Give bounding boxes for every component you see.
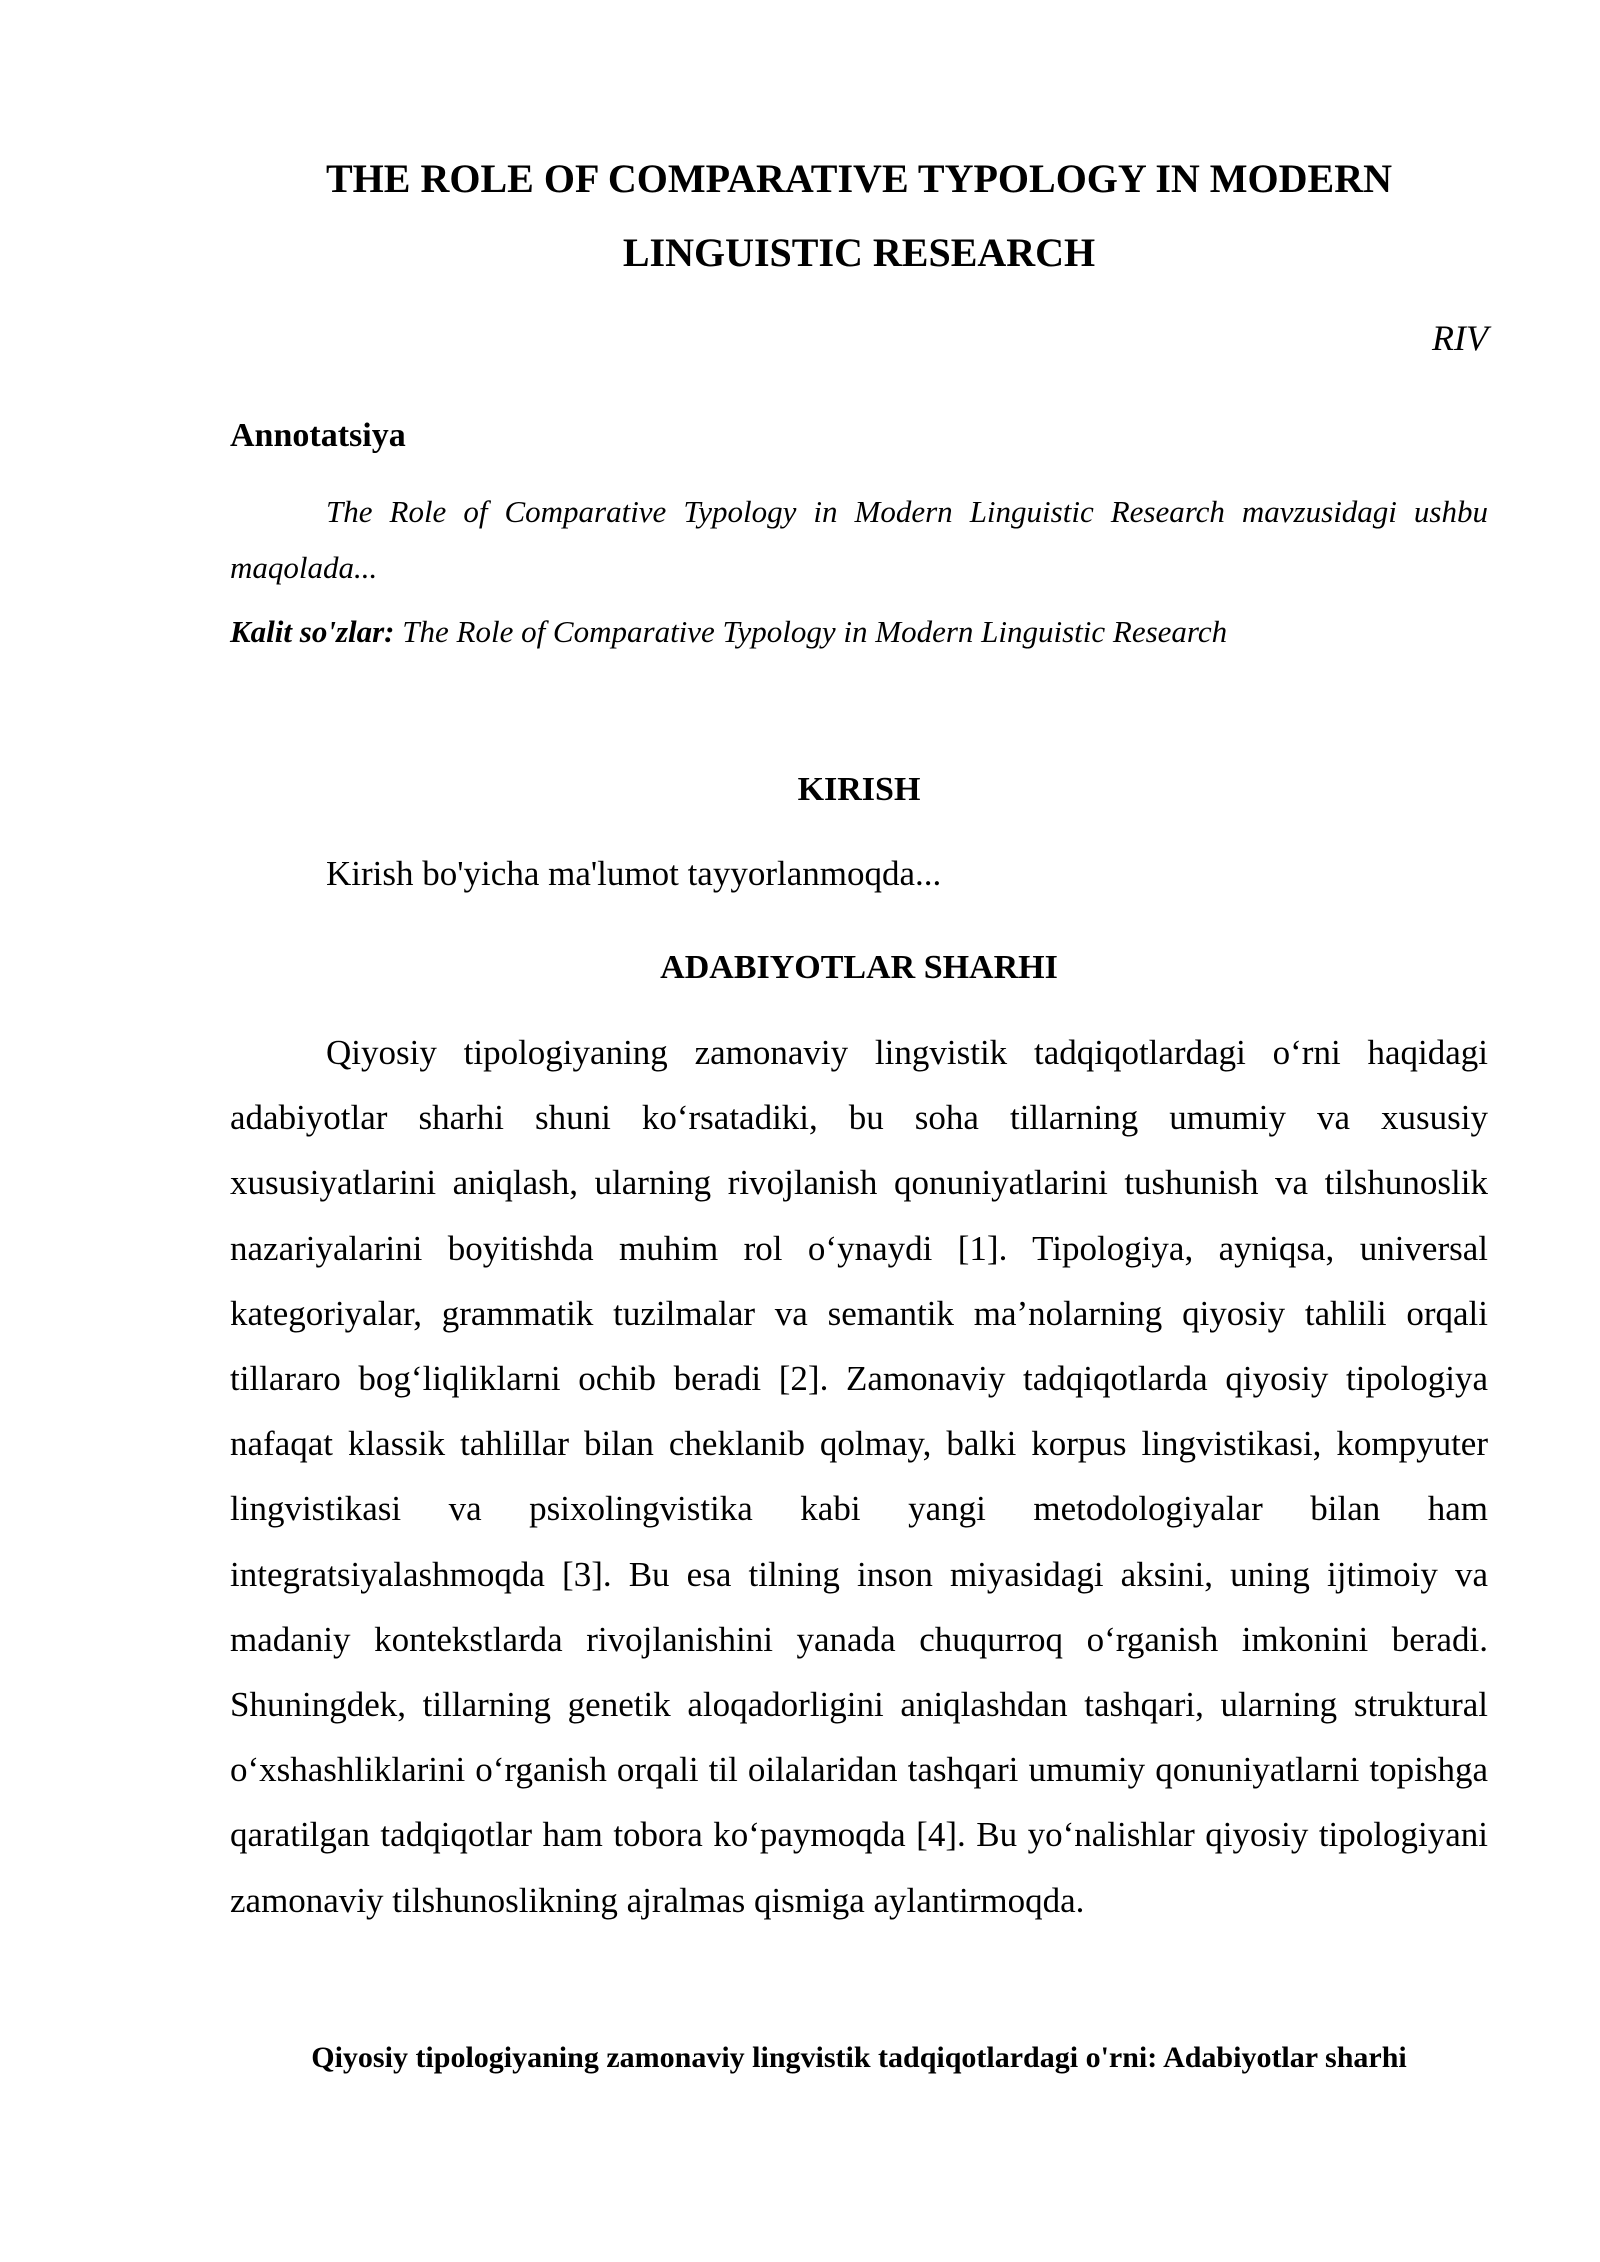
introduction-heading: KIRISH [797, 771, 921, 808]
keywords-value: The Role of Comparative Typology in Modern Linguistic Research [394, 614, 1228, 649]
literature-review-text: Qiyosiy tipologiyaning zamonaviy lingvistik tadqiqotlardagi o‘rni haqidagi adabiyotlar sharhi shuni ko‘rsatadiki, bu soha tillarning umumiy va xususiy xususiyatlarini aniqlash, ularning rivojlanish qonuniyatlarini tushunish va tilshunoslik nazariyalarini boyitishda muhim rol o‘ynaydi [1]. Tipologiya, ayniqsa, universal kategoriyalar, grammatik tuzilmalar va semantik ma’nolarning qiyosiy tahlili orqali tillararo bog‘liqliklarni ochib beradi [2]. Zamonaviy tadqiqotlarda qiyosiy tipologiya nafaqat klassik tahlillar bilan cheklanib qolmay, balki korpus lingvistikasi, kompyuter lingvistikasi va psixolingvistika kabi yangi metodologiyalar bilan ham integratsiyalashmoqda [3]. Bu esa tilning inson miyasidagi aksini, uning ijtimoiy va madaniy kontekstlarda rivojlanishini yanada chuqurroq o‘rganish imkonini beradi. Shuningdek, tillarning genetik aloqadorligini aniqlashdan tashqari, ularning struktural o‘xshashliklarini o‘rganish orqali til oilalaridan tashqari umumiy qonuniyatlarni topishga qaratilgan tadqiqotlar ham tobora ko‘paymoqda [4]. Bu yo‘nalishlar qiyosiy tipologiyani zamonaviy tilshunoslikning ajralmas qismiga aylantirmoqda. [230, 1033, 1488, 1920]
annotation-text: The Role of Comparative Typology in Modern Linguistic Research mavzusidagi ushbu maqolada... [230, 494, 1488, 585]
title-line-2: LINGUISTIC RESEARCH [622, 230, 1096, 275]
title-line-1: THE ROLE OF COMPARATIVE TYPOLOGY IN MODERN [326, 156, 1392, 201]
keywords-label: Kalit so'zlar: [230, 614, 395, 649]
keywords-line [230, 610, 1488, 654]
author-name: RIV [1432, 318, 1488, 358]
subsection-heading: Qiyosiy tipologiyaning zamonaviy lingvistik tadqiqotlardagi o'rni: Adabiyotlar sharhi [311, 2041, 1407, 2074]
literature-review-heading: ADABIYOTLAR SHARHI [660, 949, 1058, 986]
annotation-heading: Annotatsiya [230, 417, 406, 454]
document-title [230, 142, 1488, 290]
introduction-text: Kirish bo'yicha ma'lumot tayyorlanmoqda... [326, 854, 942, 893]
